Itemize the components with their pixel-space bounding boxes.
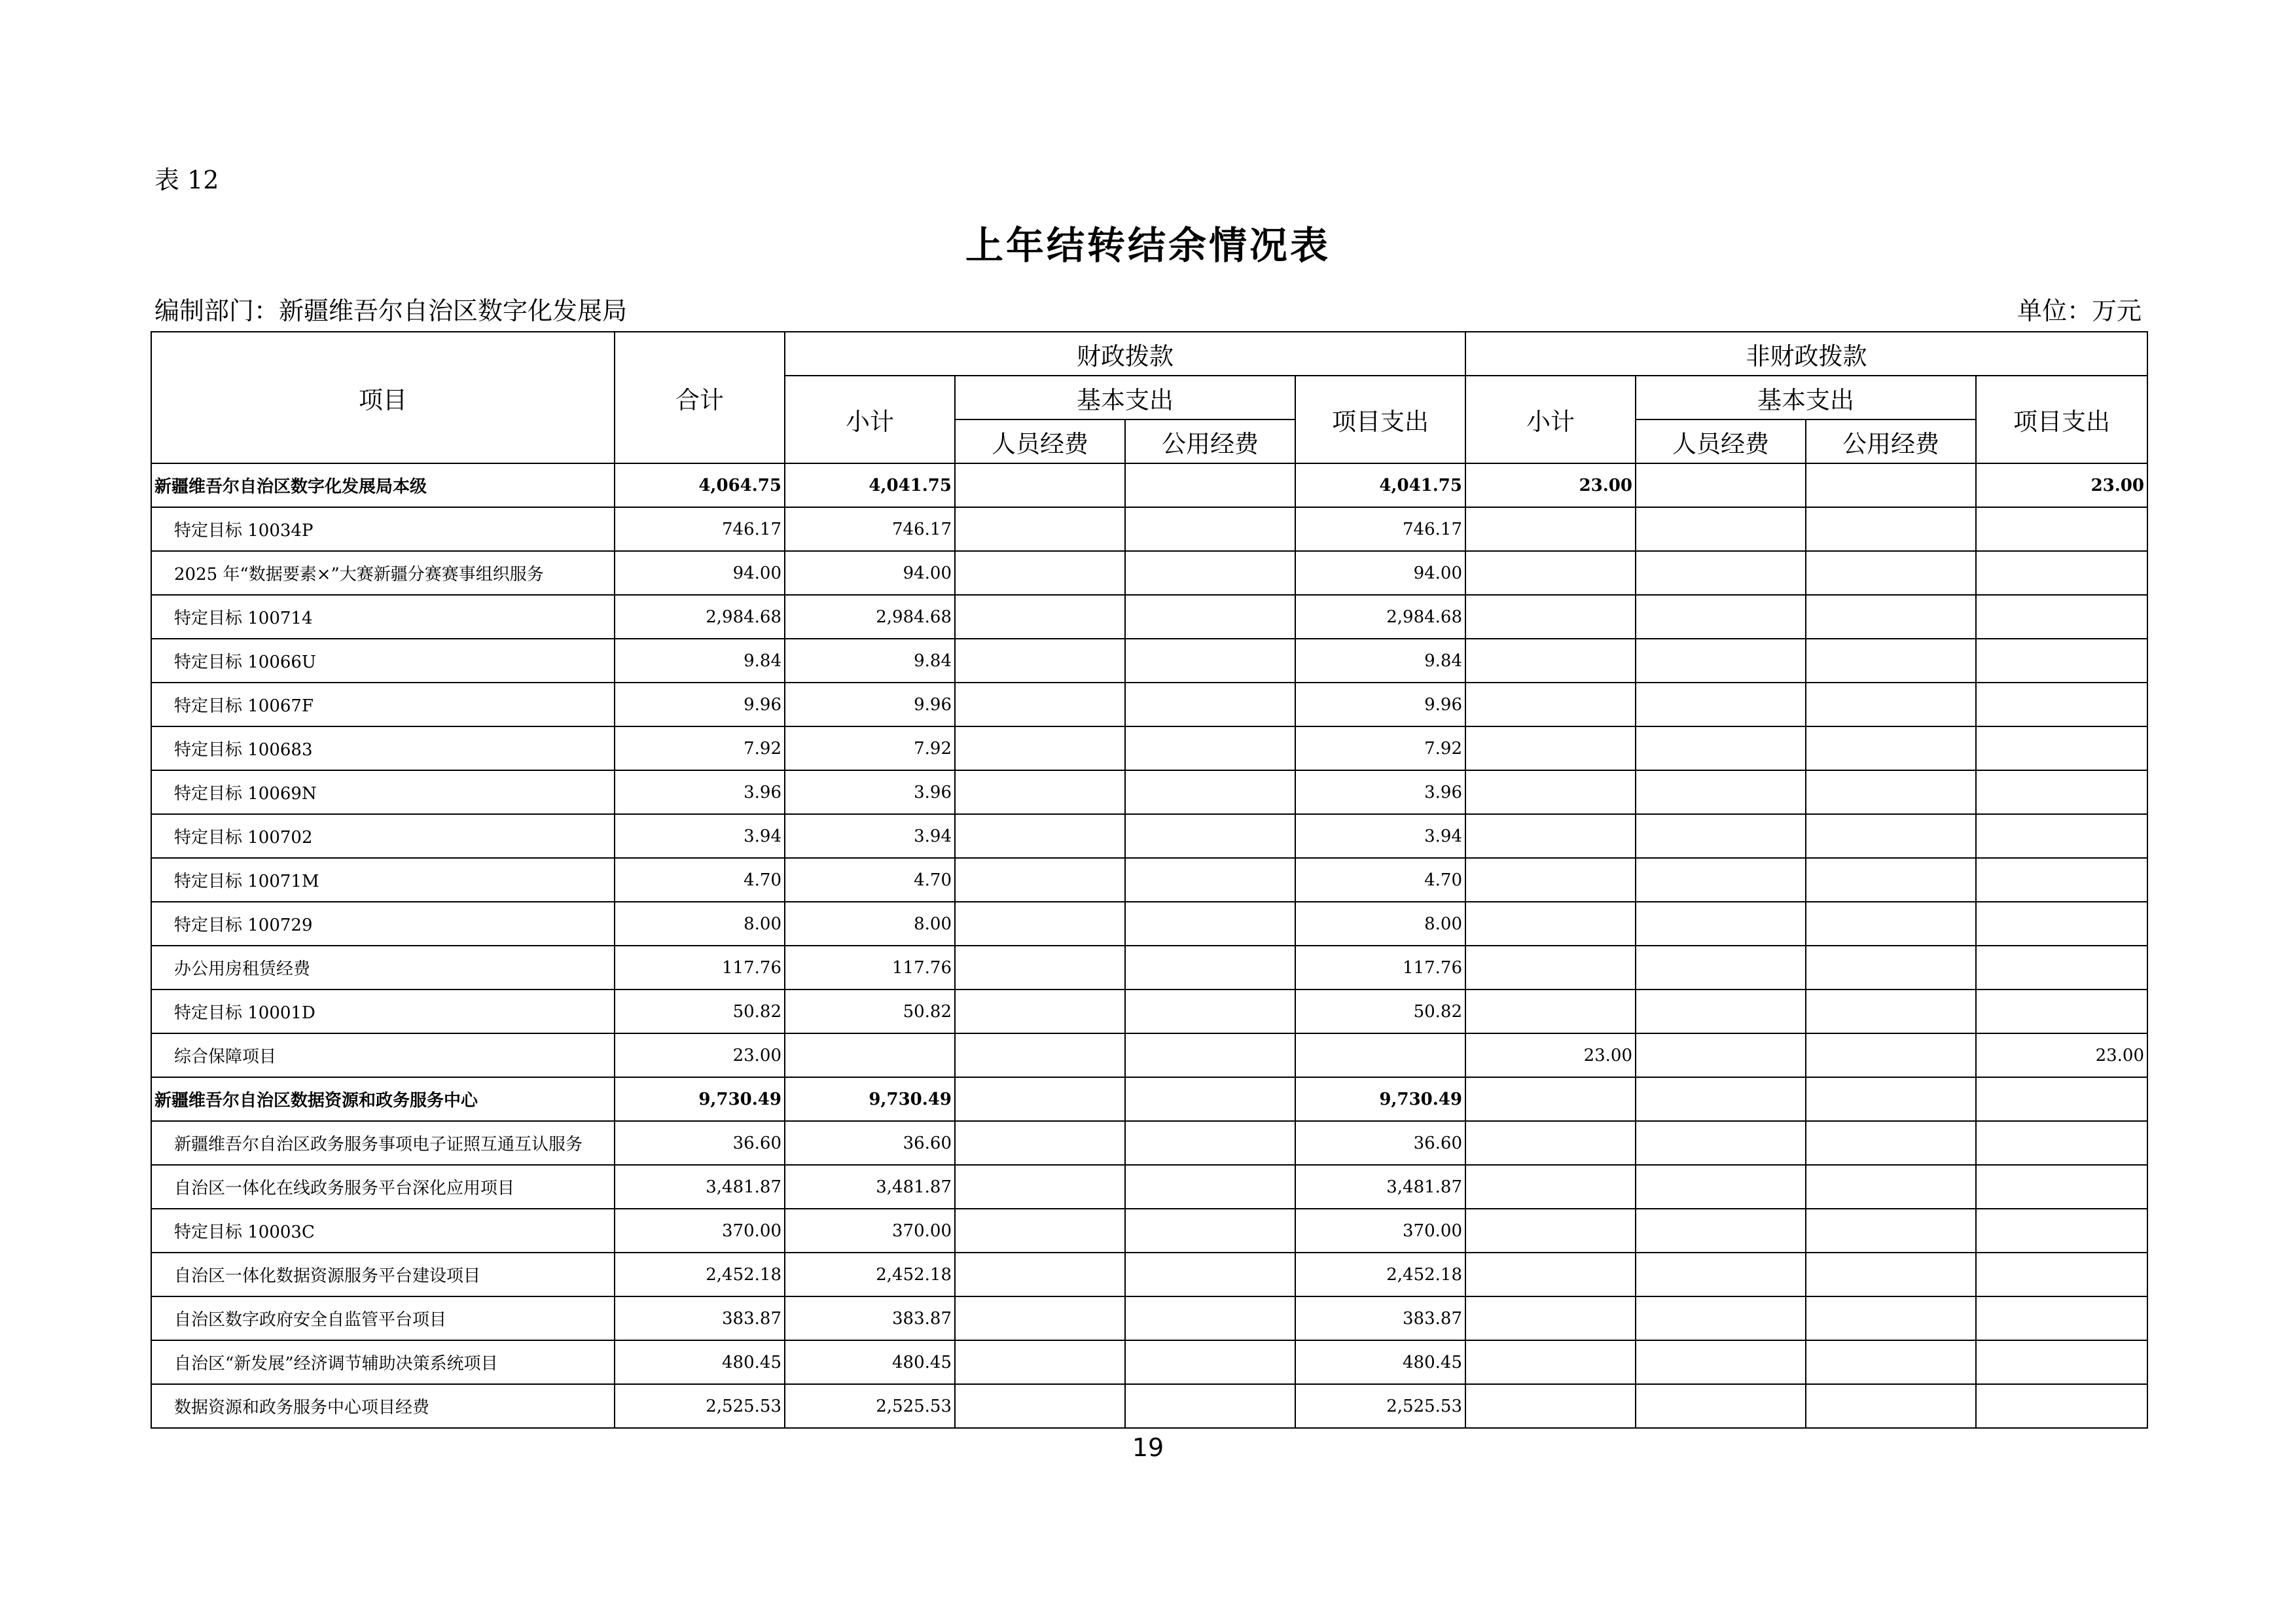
cell-n-sub xyxy=(1465,858,1636,902)
cell-total: 94.00 xyxy=(615,551,785,595)
cell-total: 3,481.87 xyxy=(615,1165,785,1209)
cell-n-sub xyxy=(1465,946,1636,990)
cell-f-pers xyxy=(955,946,1125,990)
group-row xyxy=(151,1077,2147,1121)
cell-f-sub: 2,525.53 xyxy=(785,1384,955,1428)
cell-n-proj xyxy=(1976,507,2147,551)
cell-n-proj xyxy=(1976,1253,2147,1296)
cell-f-pers xyxy=(955,683,1125,726)
cell-n-pub xyxy=(1806,814,1976,858)
cell-f-proj: 4.70 xyxy=(1295,858,1465,902)
cell-f-sub: 3.94 xyxy=(785,814,955,858)
cell-f-proj: 2,984.68 xyxy=(1295,595,1465,639)
cell-f-sub: 4.70 xyxy=(785,858,955,902)
cell-f-proj: 36.60 xyxy=(1295,1121,1465,1165)
cell-total: 3.94 xyxy=(615,814,785,858)
cell-f-proj: 2,525.53 xyxy=(1295,1384,1465,1428)
cell-f-pers xyxy=(955,507,1125,551)
table-header xyxy=(151,332,2147,463)
cell-n-proj xyxy=(1976,726,2147,770)
cell-n-pers xyxy=(1636,551,1806,595)
cell-f-pub xyxy=(1125,1209,1295,1253)
cell-f-pers xyxy=(955,726,1125,770)
cell-f-sub: 480.45 xyxy=(785,1340,955,1384)
cell-total: 2,525.53 xyxy=(615,1384,785,1428)
cell-n-pub xyxy=(1806,770,1976,814)
cell-n-pub xyxy=(1806,726,1976,770)
cell-f-sub: 3.96 xyxy=(785,770,955,814)
cell-f-sub: 9.96 xyxy=(785,683,955,726)
cell-f-proj: 3.94 xyxy=(1295,814,1465,858)
table-row xyxy=(151,770,2147,814)
cell-f-pers xyxy=(955,551,1125,595)
table-row xyxy=(151,1121,2147,1165)
cell-n-pers xyxy=(1636,1165,1806,1209)
table-row xyxy=(151,1253,2147,1296)
cell-f-sub: 746.17 xyxy=(785,507,955,551)
unit-label: 单位：万元 xyxy=(2017,296,2142,325)
cell-n-sub xyxy=(1465,1253,1636,1296)
cell-n-proj: 23.00 xyxy=(1976,463,2147,507)
cell-n-pers xyxy=(1636,639,1806,683)
cell-f-proj: 746.17 xyxy=(1295,507,1465,551)
cell-f-sub: 7.92 xyxy=(785,726,955,770)
cell-n-pub xyxy=(1806,1033,1976,1077)
cell-name: 特定目标 10071M xyxy=(151,858,615,902)
cell-f-sub: 117.76 xyxy=(785,946,955,990)
cell-n-sub xyxy=(1465,1121,1636,1165)
header-fiscal-project-exp: 项目支出 xyxy=(1295,376,1465,463)
cell-name: 特定目标 100683 xyxy=(151,726,615,770)
cell-f-sub: 4,041.75 xyxy=(785,463,955,507)
cell-total: 9,730.49 xyxy=(615,1077,785,1121)
cell-name: 自治区一体化数据资源服务平台建设项目 xyxy=(151,1253,615,1296)
cell-n-pub xyxy=(1806,1340,1976,1384)
cell-total: 50.82 xyxy=(615,990,785,1033)
cell-f-proj: 4,041.75 xyxy=(1295,463,1465,507)
cell-n-proj xyxy=(1976,1384,2147,1428)
cell-total: 383.87 xyxy=(615,1296,785,1340)
cell-f-pers xyxy=(955,1165,1125,1209)
cell-total: 36.60 xyxy=(615,1121,785,1165)
cell-n-pers xyxy=(1636,595,1806,639)
cell-n-pers xyxy=(1636,463,1806,507)
cell-n-proj xyxy=(1976,551,2147,595)
cell-n-sub xyxy=(1465,1165,1636,1209)
cell-f-proj: 383.87 xyxy=(1295,1296,1465,1340)
cell-n-sub xyxy=(1465,1209,1636,1253)
cell-n-pub xyxy=(1806,1121,1976,1165)
cell-n-pub xyxy=(1806,1165,1976,1209)
cell-n-pub xyxy=(1806,902,1976,946)
cell-f-proj: 117.76 xyxy=(1295,946,1465,990)
table-row xyxy=(151,1033,2147,1077)
cell-total: 117.76 xyxy=(615,946,785,990)
cell-n-pers xyxy=(1636,1340,1806,1384)
cell-f-proj: 480.45 xyxy=(1295,1340,1465,1384)
cell-f-proj: 9.84 xyxy=(1295,639,1465,683)
cell-f-sub: 370.00 xyxy=(785,1209,955,1253)
cell-name: 特定目标 100702 xyxy=(151,814,615,858)
cell-name: 特定目标 10066U xyxy=(151,639,615,683)
cell-name: 特定目标 10034P xyxy=(151,507,615,551)
cell-f-pers xyxy=(955,1121,1125,1165)
cell-f-pub xyxy=(1125,1121,1295,1165)
cell-n-pub xyxy=(1806,551,1976,595)
cell-name: 自治区数字政府安全自监管平台项目 xyxy=(151,1296,615,1340)
cell-name: 自治区一体化在线政务服务平台深化应用项目 xyxy=(151,1165,615,1209)
cell-f-pers xyxy=(955,770,1125,814)
cell-n-pub xyxy=(1806,1209,1976,1253)
cell-f-pub xyxy=(1125,946,1295,990)
cell-total: 4.70 xyxy=(615,858,785,902)
header-fiscal-subtotal: 小计 xyxy=(785,376,955,463)
table-row xyxy=(151,595,2147,639)
cell-n-pers xyxy=(1636,1121,1806,1165)
cell-n-sub xyxy=(1465,1340,1636,1384)
table-row xyxy=(151,1209,2147,1253)
cell-name: 特定目标 100729 xyxy=(151,902,615,946)
cell-name: 综合保障项目 xyxy=(151,1033,615,1077)
cell-f-sub: 9,730.49 xyxy=(785,1077,955,1121)
cell-n-pub xyxy=(1806,1384,1976,1428)
cell-n-pub xyxy=(1806,1077,1976,1121)
cell-f-pub xyxy=(1125,902,1295,946)
cell-n-pub xyxy=(1806,1253,1976,1296)
cell-f-proj: 370.00 xyxy=(1295,1209,1465,1253)
cell-f-pers xyxy=(955,814,1125,858)
cell-n-pub xyxy=(1806,990,1976,1033)
cell-f-pub xyxy=(1125,1253,1295,1296)
cell-f-pub xyxy=(1125,990,1295,1033)
cell-n-pers xyxy=(1636,1033,1806,1077)
cell-n-sub xyxy=(1465,726,1636,770)
cell-f-pers xyxy=(955,1340,1125,1384)
cell-n-proj xyxy=(1976,814,2147,858)
cell-n-sub xyxy=(1465,902,1636,946)
cell-f-pub xyxy=(1125,1340,1295,1384)
cell-f-proj: 3.96 xyxy=(1295,770,1465,814)
table-row xyxy=(151,1165,2147,1209)
cell-f-pers xyxy=(955,1209,1125,1253)
cell-f-proj xyxy=(1295,1033,1465,1077)
header-nonfiscal-subtotal: 小计 xyxy=(1465,376,1636,463)
cell-f-pub xyxy=(1125,1165,1295,1209)
cell-name: 特定目标 10069N xyxy=(151,770,615,814)
cell-f-proj: 50.82 xyxy=(1295,990,1465,1033)
cell-f-proj: 94.00 xyxy=(1295,551,1465,595)
cell-f-pub xyxy=(1125,507,1295,551)
table-row xyxy=(151,639,2147,683)
header-nonfiscal-project-exp: 项目支出 xyxy=(1976,376,2147,463)
cell-total: 2,984.68 xyxy=(615,595,785,639)
cell-name: 特定目标 10067F xyxy=(151,683,615,726)
cell-f-pers xyxy=(955,463,1125,507)
cell-n-sub: 23.00 xyxy=(1465,1033,1636,1077)
cell-n-pers xyxy=(1636,990,1806,1033)
cell-n-proj xyxy=(1976,1340,2147,1384)
cell-f-pub xyxy=(1125,1384,1295,1428)
table-row xyxy=(151,902,2147,946)
header-fiscal-personnel: 人员经费 xyxy=(955,419,1125,463)
cell-f-sub: 3,481.87 xyxy=(785,1165,955,1209)
carryover-table xyxy=(151,331,2148,1429)
cell-n-proj xyxy=(1976,639,2147,683)
table-row xyxy=(151,726,2147,770)
cell-name: 特定目标 10003C xyxy=(151,1209,615,1253)
cell-f-pub xyxy=(1125,595,1295,639)
cell-f-sub: 9.84 xyxy=(785,639,955,683)
cell-total: 9.84 xyxy=(615,639,785,683)
cell-n-sub xyxy=(1465,595,1636,639)
cell-f-pers xyxy=(955,1077,1125,1121)
cell-n-sub xyxy=(1465,1077,1636,1121)
cell-f-pers xyxy=(955,595,1125,639)
cell-n-sub xyxy=(1465,639,1636,683)
cell-total: 3.96 xyxy=(615,770,785,814)
cell-f-proj: 9.96 xyxy=(1295,683,1465,726)
cell-n-sub xyxy=(1465,507,1636,551)
cell-total: 480.45 xyxy=(615,1340,785,1384)
header-total: 合计 xyxy=(615,332,785,463)
cell-n-pers xyxy=(1636,683,1806,726)
table-row xyxy=(151,814,2147,858)
cell-n-proj xyxy=(1976,683,2147,726)
cell-n-sub xyxy=(1465,814,1636,858)
cell-n-pub xyxy=(1806,639,1976,683)
table-row xyxy=(151,1340,2147,1384)
cell-n-pub xyxy=(1806,507,1976,551)
header-nonfiscal-basic: 基本支出 xyxy=(1636,376,1976,419)
cell-n-proj xyxy=(1976,1209,2147,1253)
header-nonfiscal: 非财政拨款 xyxy=(1465,332,2147,376)
cell-n-proj xyxy=(1976,1077,2147,1121)
cell-f-pub xyxy=(1125,463,1295,507)
cell-name: 特定目标 10001D xyxy=(151,990,615,1033)
table-row xyxy=(151,858,2147,902)
cell-n-pers xyxy=(1636,858,1806,902)
table-row xyxy=(151,990,2147,1033)
header-fiscal-basic: 基本支出 xyxy=(955,376,1295,419)
cell-n-proj xyxy=(1976,858,2147,902)
cell-f-pub xyxy=(1125,726,1295,770)
cell-n-proj xyxy=(1976,902,2147,946)
cell-n-sub xyxy=(1465,683,1636,726)
cell-name: 自治区“新发展”经济调节辅助决策系统项目 xyxy=(151,1340,615,1384)
header-nonfiscal-public: 公用经费 xyxy=(1806,419,1976,463)
cell-f-sub: 2,452.18 xyxy=(785,1253,955,1296)
cell-f-pers xyxy=(955,1384,1125,1428)
cell-n-pers xyxy=(1636,946,1806,990)
table-row xyxy=(151,946,2147,990)
cell-n-proj xyxy=(1976,595,2147,639)
cell-name: 特定目标 100714 xyxy=(151,595,615,639)
table-row xyxy=(151,683,2147,726)
cell-f-pub xyxy=(1125,1033,1295,1077)
cell-n-sub xyxy=(1465,770,1636,814)
cell-name: 办公用房租赁经费 xyxy=(151,946,615,990)
header-nonfiscal-personnel: 人员经费 xyxy=(1636,419,1806,463)
cell-f-proj: 2,452.18 xyxy=(1295,1253,1465,1296)
cell-f-pub xyxy=(1125,683,1295,726)
cell-n-pers xyxy=(1636,726,1806,770)
cell-n-sub xyxy=(1465,1384,1636,1428)
cell-total: 2,452.18 xyxy=(615,1253,785,1296)
table-body xyxy=(151,463,2147,1428)
cell-f-proj: 7.92 xyxy=(1295,726,1465,770)
cell-f-sub: 50.82 xyxy=(785,990,955,1033)
cell-n-pers xyxy=(1636,814,1806,858)
cell-n-pub xyxy=(1806,463,1976,507)
cell-f-pers xyxy=(955,990,1125,1033)
cell-f-pers xyxy=(955,1033,1125,1077)
cell-n-pers xyxy=(1636,507,1806,551)
cell-n-pers xyxy=(1636,1077,1806,1121)
cell-total: 8.00 xyxy=(615,902,785,946)
table-number: 表 12 xyxy=(154,166,219,194)
cell-f-sub: 36.60 xyxy=(785,1121,955,1165)
cell-total: 9.96 xyxy=(615,683,785,726)
group-row xyxy=(151,463,2147,507)
cell-f-sub: 2,984.68 xyxy=(785,595,955,639)
cell-n-proj xyxy=(1976,1165,2147,1209)
cell-f-pub xyxy=(1125,639,1295,683)
cell-n-pers xyxy=(1636,1209,1806,1253)
cell-n-sub xyxy=(1465,990,1636,1033)
cell-n-pub xyxy=(1806,858,1976,902)
cell-name: 数据资源和政务服务中心项目经费 xyxy=(151,1384,615,1428)
cell-f-pub xyxy=(1125,1077,1295,1121)
cell-total: 7.92 xyxy=(615,726,785,770)
cell-f-sub: 8.00 xyxy=(785,902,955,946)
cell-name: 2025 年“数据要素×”大赛新疆分赛赛事组织服务 xyxy=(151,551,615,595)
cell-n-proj xyxy=(1976,990,2147,1033)
cell-f-sub: 94.00 xyxy=(785,551,955,595)
cell-name: 新疆维吾尔自治区政务服务事项电子证照互通互认服务 xyxy=(151,1121,615,1165)
cell-n-pub xyxy=(1806,1296,1976,1340)
header-fiscal-public: 公用经费 xyxy=(1125,419,1295,463)
cell-f-proj: 9,730.49 xyxy=(1295,1077,1465,1121)
cell-total: 4,064.75 xyxy=(615,463,785,507)
cell-total: 23.00 xyxy=(615,1033,785,1077)
page-number: 19 xyxy=(1132,1433,1164,1462)
cell-f-pers xyxy=(955,1296,1125,1340)
cell-n-pers xyxy=(1636,1384,1806,1428)
cell-f-sub xyxy=(785,1033,955,1077)
cell-n-pub xyxy=(1806,946,1976,990)
page-title: 上年结转结余情况表 xyxy=(965,223,1331,268)
header-fiscal: 财政拨款 xyxy=(785,332,1465,376)
cell-n-pub xyxy=(1806,595,1976,639)
table-row xyxy=(151,1296,2147,1340)
cell-name: 新疆维吾尔自治区数据资源和政务服务中心 xyxy=(151,1077,615,1121)
cell-f-pers xyxy=(955,902,1125,946)
cell-f-pub xyxy=(1125,1296,1295,1340)
cell-name: 新疆维吾尔自治区数字化发展局本级 xyxy=(151,463,615,507)
header-project: 项目 xyxy=(151,332,615,463)
cell-f-pub xyxy=(1125,770,1295,814)
cell-total: 370.00 xyxy=(615,1209,785,1253)
cell-n-proj xyxy=(1976,1296,2147,1340)
cell-n-sub: 23.00 xyxy=(1465,463,1636,507)
cell-f-pub xyxy=(1125,858,1295,902)
cell-n-sub xyxy=(1465,1296,1636,1340)
cell-n-pers xyxy=(1636,1296,1806,1340)
cell-n-pub xyxy=(1806,683,1976,726)
table-row xyxy=(151,1384,2147,1428)
cell-n-proj: 23.00 xyxy=(1976,1033,2147,1077)
cell-f-pub xyxy=(1125,551,1295,595)
cell-f-proj: 3,481.87 xyxy=(1295,1165,1465,1209)
cell-n-pers xyxy=(1636,770,1806,814)
cell-total: 746.17 xyxy=(615,507,785,551)
department-label: 编制部门：新疆维吾尔自治区数字化发展局 xyxy=(154,296,628,325)
cell-n-pers xyxy=(1636,1253,1806,1296)
cell-f-proj: 8.00 xyxy=(1295,902,1465,946)
cell-n-proj xyxy=(1976,946,2147,990)
table-row xyxy=(151,551,2147,595)
cell-n-sub xyxy=(1465,551,1636,595)
cell-n-pers xyxy=(1636,902,1806,946)
cell-n-proj xyxy=(1976,1121,2147,1165)
cell-f-pers xyxy=(955,1253,1125,1296)
cell-f-pers xyxy=(955,858,1125,902)
cell-f-pers xyxy=(955,639,1125,683)
cell-f-sub: 383.87 xyxy=(785,1296,955,1340)
cell-n-proj xyxy=(1976,770,2147,814)
table-row xyxy=(151,507,2147,551)
cell-f-pub xyxy=(1125,814,1295,858)
